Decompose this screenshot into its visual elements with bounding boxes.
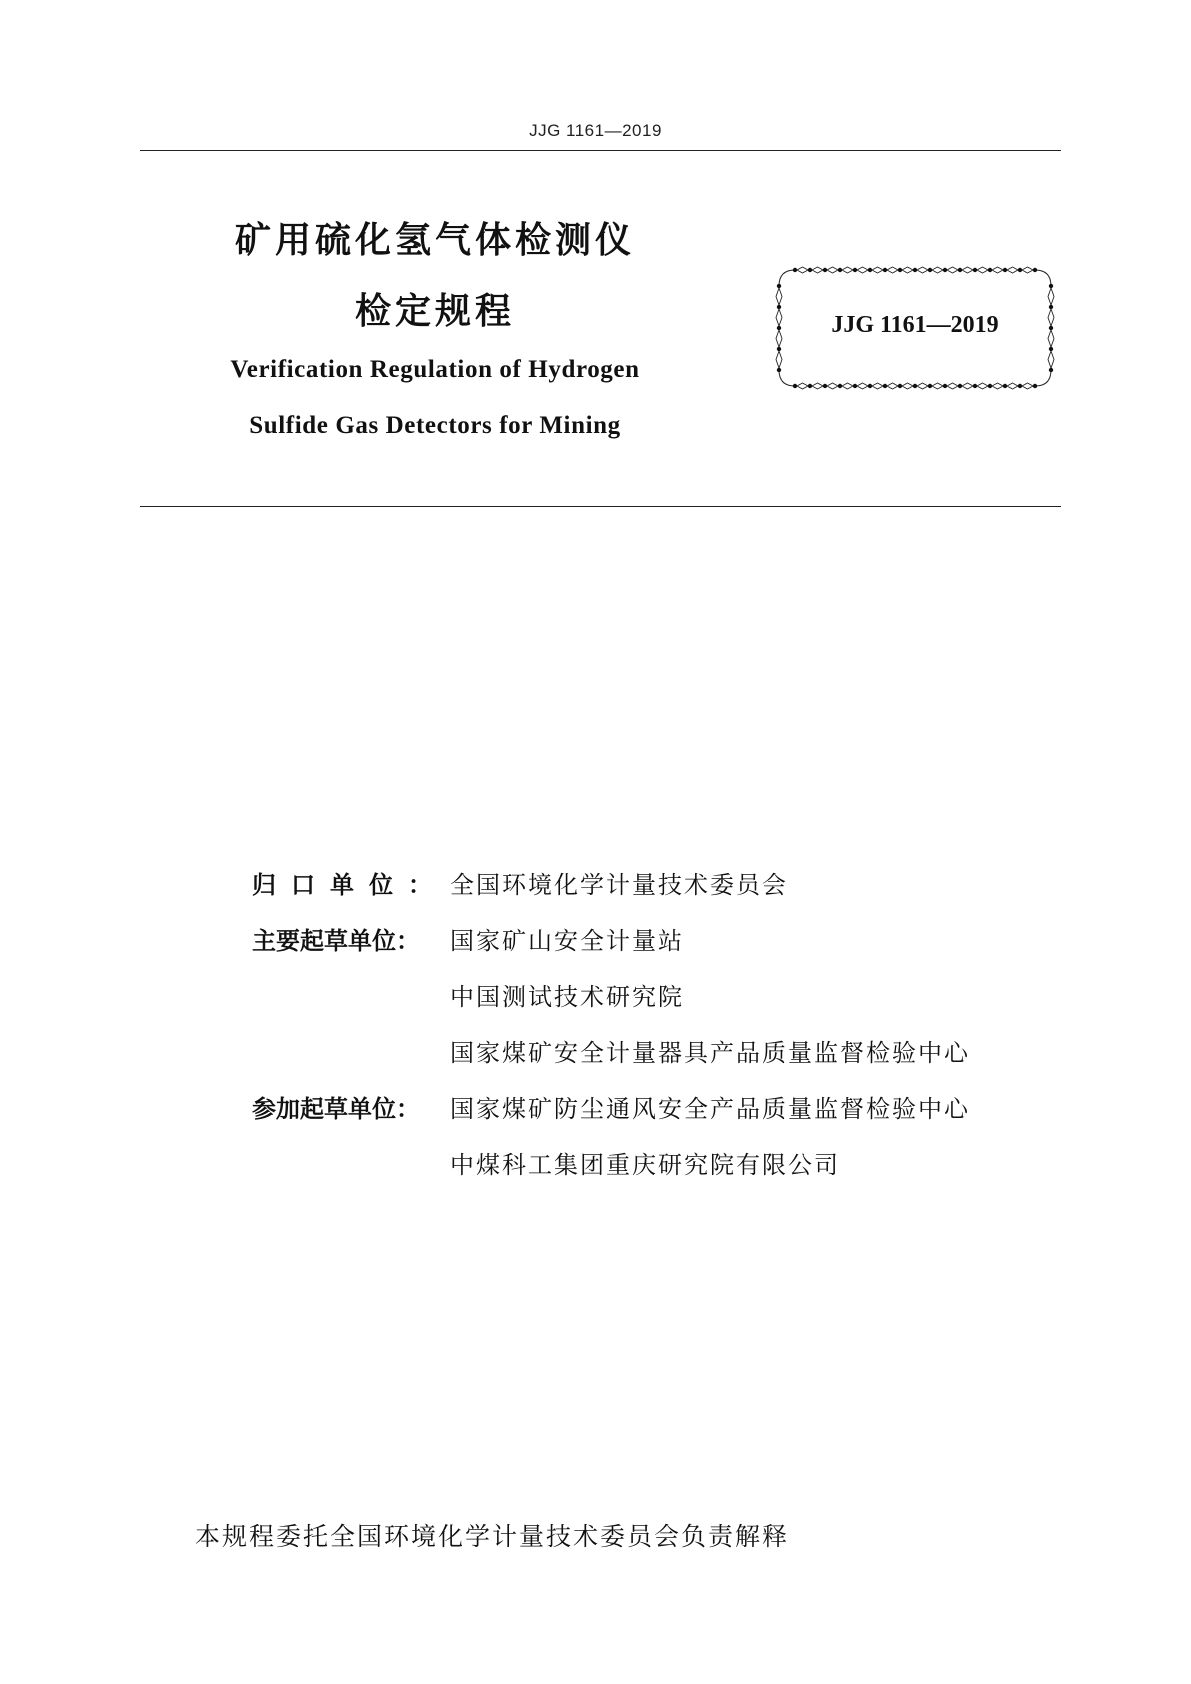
border-link bbox=[977, 267, 988, 273]
header-standard-code: JJG 1161—2019 bbox=[529, 121, 662, 140]
border-link bbox=[992, 383, 1003, 389]
border-link bbox=[857, 383, 868, 389]
standard-code-box bbox=[775, 266, 1055, 390]
title-english-line-2: Sulfide Gas Detectors for Mining bbox=[249, 412, 621, 439]
standard-code: JJG 1161—2019 bbox=[831, 312, 999, 338]
border-link bbox=[1048, 351, 1054, 368]
border-link bbox=[1048, 288, 1054, 305]
border-link bbox=[857, 267, 868, 273]
title-chinese-line-1: 矿用硫化氢气体检测仪 bbox=[234, 220, 635, 261]
main-drafting-unit-1: 国家矿山安全计量站 bbox=[450, 927, 684, 955]
border-link bbox=[977, 383, 988, 389]
title-chinese-line-2: 检定规程 bbox=[354, 291, 515, 332]
border-link bbox=[872, 267, 883, 273]
border-link bbox=[932, 267, 943, 273]
participating-unit-2: 中煤科工集团重庆研究院有限公司 bbox=[450, 1151, 840, 1179]
main-drafting-unit-3: 国家煤矿安全计量器具产品质量监督检验中心 bbox=[450, 1039, 970, 1067]
border-link bbox=[827, 383, 838, 389]
border-link bbox=[776, 288, 782, 305]
border-link bbox=[932, 383, 943, 389]
border-link bbox=[917, 383, 928, 389]
border-link bbox=[827, 267, 838, 273]
border-link bbox=[872, 383, 883, 389]
participating-drafting-row bbox=[252, 1089, 970, 1129]
border-link bbox=[887, 383, 898, 389]
border-link bbox=[812, 267, 823, 273]
border-bead bbox=[1033, 268, 1037, 272]
border-link bbox=[947, 383, 958, 389]
responsible-unit-value: 全国环境化学计量技术委员会 bbox=[450, 871, 788, 899]
border-link bbox=[992, 267, 1003, 273]
border-link bbox=[962, 383, 973, 389]
main-drafting-unit-2: 中国测试技术研究院 bbox=[450, 983, 684, 1011]
main-drafting-row bbox=[252, 921, 684, 961]
border-link bbox=[1022, 267, 1033, 273]
border-link bbox=[917, 267, 928, 273]
border-link bbox=[902, 383, 913, 389]
border-link bbox=[1007, 267, 1018, 273]
border-link bbox=[797, 383, 808, 389]
border-link bbox=[842, 383, 853, 389]
main-drafting-label: 主要起草单位： bbox=[252, 927, 420, 955]
border-bead bbox=[1049, 368, 1053, 372]
border-link bbox=[1007, 383, 1018, 389]
participating-drafting-label: 参加起草单位： bbox=[252, 1095, 420, 1123]
bottom-divider bbox=[140, 506, 1061, 507]
border-link bbox=[797, 267, 808, 273]
border-bead bbox=[777, 368, 781, 372]
border-link bbox=[776, 351, 782, 368]
responsible-unit-label: 归口单位： bbox=[252, 871, 432, 899]
border-link bbox=[842, 267, 853, 273]
border-link bbox=[1022, 383, 1033, 389]
top-divider bbox=[140, 150, 1061, 151]
interpretation-note: 本规程委托全国环境化学计量技术委员会负责解释 bbox=[195, 1522, 790, 1551]
border-link bbox=[887, 267, 898, 273]
responsible-unit-row bbox=[252, 865, 788, 905]
border-link bbox=[962, 267, 973, 273]
border-link bbox=[812, 383, 823, 389]
border-link bbox=[947, 267, 958, 273]
participating-unit-1: 国家煤矿防尘通风安全产品质量监督检验中心 bbox=[450, 1095, 970, 1123]
border-bead bbox=[1033, 384, 1037, 388]
border-link bbox=[902, 267, 913, 273]
title-english-line-1: Verification Regulation of Hydrogen bbox=[230, 356, 640, 383]
